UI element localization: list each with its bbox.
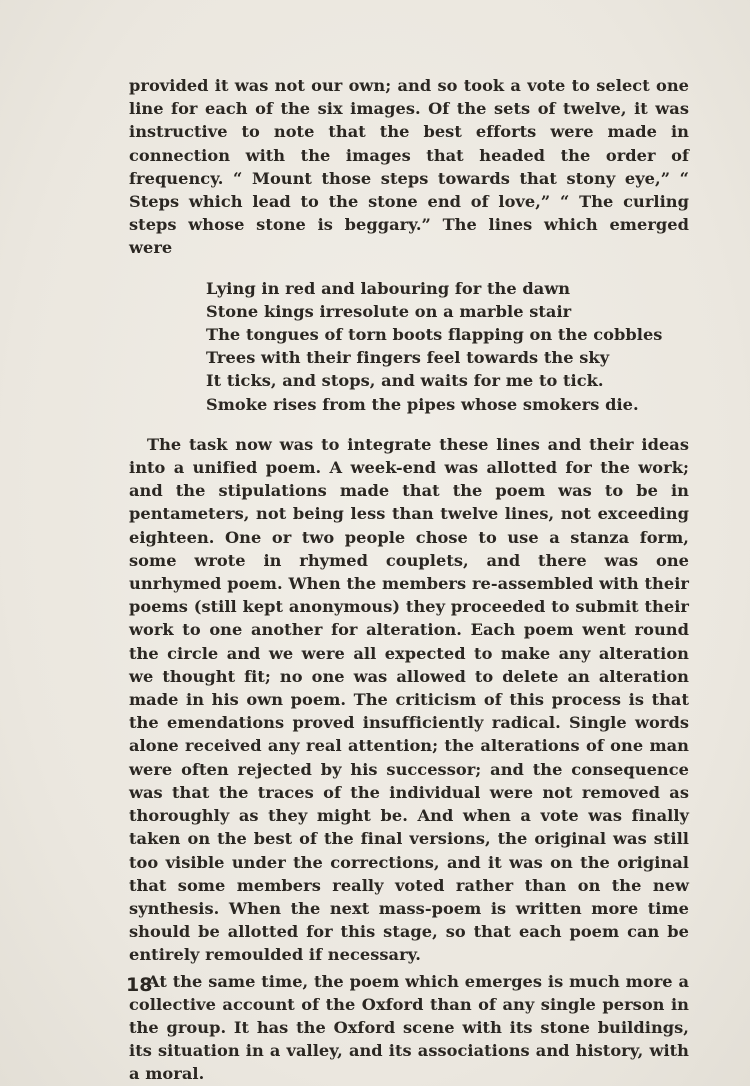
paragraph-collective: At the same time, the poem which emerges is much more a collective account of the Oxford than of any single person in the group. It has the Oxford scene with its stone buildings, its situation in a valley, and its associations and history, with a moral.: [129, 971, 689, 1084]
verse-line: The tongues of torn boots flapping on the cobbles: [206, 325, 663, 345]
verse-line: Trees with their fingers feel towards the sky: [206, 348, 610, 368]
verse-line: It ticks, and stops, and waits for me to tick.: [206, 371, 604, 391]
verse-line: Stone kings irresolute on a marble stair: [206, 301, 572, 321]
verse-line: Lying in red and labouring for the dawn: [206, 278, 571, 298]
paragraph-integration: The task now was to integrate these lines and their ideas into a unified poem. A week-end was allotted for the work; and the stipulations made that the poem was to be in pentameters, not being less than twelve lines, not exceeding eighteen. One or two people chose to use a stanza form, some wrote in rhymed couplets, and there was one unrhymed poem. When the members re-assembled with their poems (still kept anonymous) they proceeded to submit their work to one another for alteration. Each poem went round the circle and we were all expected to make any alteration we thought fit; no one was allowed to delete an alteration made in his own poem. The criticism of this process is that the emendations proved insufficiently radical. Single words alone received any real attention; the alterations of one man were often rejected by his successor; and the consequence was that the traces of the individual were not removed as thoroughly as they might be. And when a vote was finally taken on the best of the final versions, the original was still too visible under the corrections, and it was on the original that some members really voted rather than on the new synthesis. When the next mass-poem is written more time should be allotted for this stage, so that each poem can be entirely remoulded if necessary.: [129, 434, 689, 965]
verse-line: Smoke rises from the pipes whose smokers die.: [206, 394, 639, 414]
paragraph-vote: provided it was not our own; and so took a vote to select one line for each of the six images. Of the sets of twelve, it was instructive to note that the best efforts were made in connection with the images that headed the order of frequency. “ Mount those steps towards that stony eye,” “ Steps which lead to the stone end of love,” “ The curling steps whose stone is beggary.” The lines which emerged were: [129, 76, 689, 258]
verse-lines: [206, 277, 689, 416]
page-number: 18: [126, 974, 153, 996]
page-body: [129, 74, 689, 1086]
